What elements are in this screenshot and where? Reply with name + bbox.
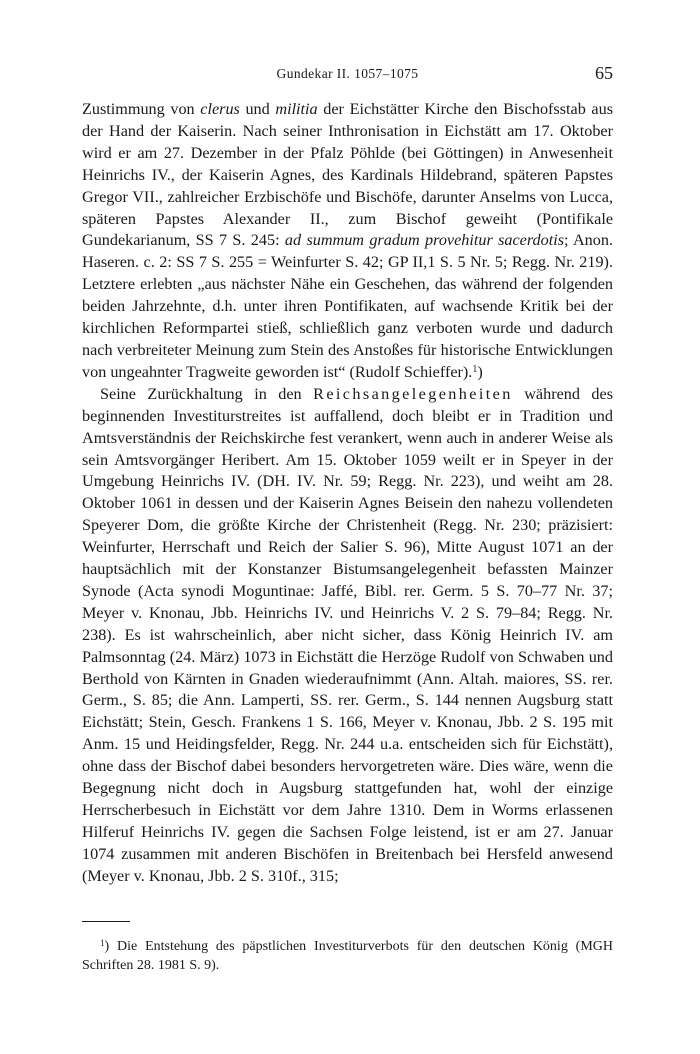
text-run: ) bbox=[477, 362, 483, 381]
paragraph-2 bbox=[82, 384, 613, 888]
footnote-separator bbox=[82, 921, 130, 922]
italic-term: ad summum gradum provehitur sacerdotis bbox=[284, 231, 565, 250]
text-run: ; Anon. Haseren. c. 2: SS 7 S. 255 = Weinfurter S. 42; GP II,1 S. 5 Nr. 5; Regg. Nr. 219). Letztere erlebten „aus nächster Nähe ein Geschehen, das während der folgenden beiden Jahrzehnte, d.h. unter ihren Pontifikaten, auf wachsende Kritik bei der kirchlichen Reformpartei stieß, schließlich ganz verboten wurde und dadurch nach verbreiteter Meinung zum Stein des Anstoßes für historische Entwicklungen von ungeahnter Tragweite geworden ist“ (Rudolf Schieffer). bbox=[82, 231, 614, 381]
page-number: 65 bbox=[595, 63, 613, 83]
text-run: und bbox=[239, 100, 276, 118]
text-run: Zustimmung von bbox=[82, 100, 201, 118]
body-text bbox=[82, 99, 613, 888]
footnote-1 bbox=[82, 937, 613, 975]
running-title: Gundekar II. 1057–1075 bbox=[276, 66, 419, 81]
italic-term: clerus bbox=[200, 100, 240, 118]
text-run: während des beginnenden Investiturstreites ist auffallend, doch bleibt er in Tradition und Amtsverständnis der Reichskirche fest verankert, wenn auch in anderer Weise als sein Amtsvorgänger Heribert. Am 15. Oktober 1059 weilt er in Speyer in der Umgebung Heinrichs IV. (DH. IV. Nr. 59; Regg. Nr. 223), und weiht am 28. Oktober 1061 in dessen und der Kaiserin Agnes Beisein den nahezu vollendeten Speyerer Dom, die größte Kirche der Christenheit (Regg. Nr. 230; präzisiert: Weinfurter, Herrschaft und Reich der Salier S. 96), Mitte August 1071 an der hauptsächlich mit der Konstanzer Bistumsangelegenheit befassten Mainzer Synode (Acta synodi Moguntinae: Jaffé, Bibl. rer. Germ. 5 S. 70–77 Nr. 37; Meyer v. Knonau, Jbb. Heinrichs IV. und Heinrichs V. 2 S. 79–84; Regg. Nr. 238). Es ist wahrscheinlich, aber nicht sicher, dass König Heinrich IV. am Palmsonntag (24. März) 1073 in Eichstätt die Herzöge Rudolf von Schwaben und Berthold von Kärnten in Gnaden wiederaufnimmt (Ann. Altah. maiores, SS. rer. Germ., S. 85; die Ann. Lamperti, SS. rer. Germ., S. 144 nennen Augsburg statt Eichstätt; Stein, Gesch. Frankens 1 S. 166, Meyer v. Knonau, Jbb. 2 S. 195 mit Anm. 15 und Heidingsfelder, Regg. Nr. 244 u.a. entscheiden sich für Eichstätt), ohne dass der Bischof dabei besonders hervorgetreten wäre. Dies wäre, wenn die Begegnung nicht doch in Augsburg stattgefunden hat, wohl der einzige Herrscherbesuch in Eichstätt vor dem Jahre 1310. Dem in Worms erlassenen Hilferuf Heinrichs IV. gegen die Sachsen Folge leistend, ist er am 27. Januar 1074 zusammen mit anderen Bischöfen in Breitenbach bei Hersfeld anwesend (Meyer v. Knonau, Jbb. 2 S. 310f., 315; bbox=[82, 384, 614, 885]
running-head bbox=[82, 64, 613, 84]
spaced-emphasis: Reichsangelegenheiten bbox=[313, 384, 513, 403]
paragraph-1 bbox=[82, 99, 613, 384]
footnote-marker: 1 bbox=[100, 938, 105, 948]
text-run: Seine Zurückhaltung in den bbox=[100, 384, 314, 403]
text-run: der Eichstätter Kirche den Bischofsstab aus der Hand der Kaiserin. Nach seiner Inthronisation in Eichstätt am 17. Oktober wird er am 27. Dezember in der Pfalz Pöhlde (bei Göttingen) in Anwesenheit Heinrichs IV., der Kaiserin Agnes, des Kardinals Hildebrand, späteren Papstes Gregor VII., zahlreicher Erzbischöfe und Bischöfe, darunter Anselms von Lucca, späteren Papstes Alexander II., zum Bischof geweiht (Pontifikale Gundekarianum, SS 7 S. 245: bbox=[82, 100, 614, 250]
footnote-text: ) Die Entstehung des päpstlichen Investiturverbots für den deutschen König (MGH Schriften 28. 1981 S. 9). bbox=[82, 939, 613, 973]
italic-term: militia bbox=[275, 100, 318, 118]
footnote-reference: 1 bbox=[472, 363, 478, 375]
